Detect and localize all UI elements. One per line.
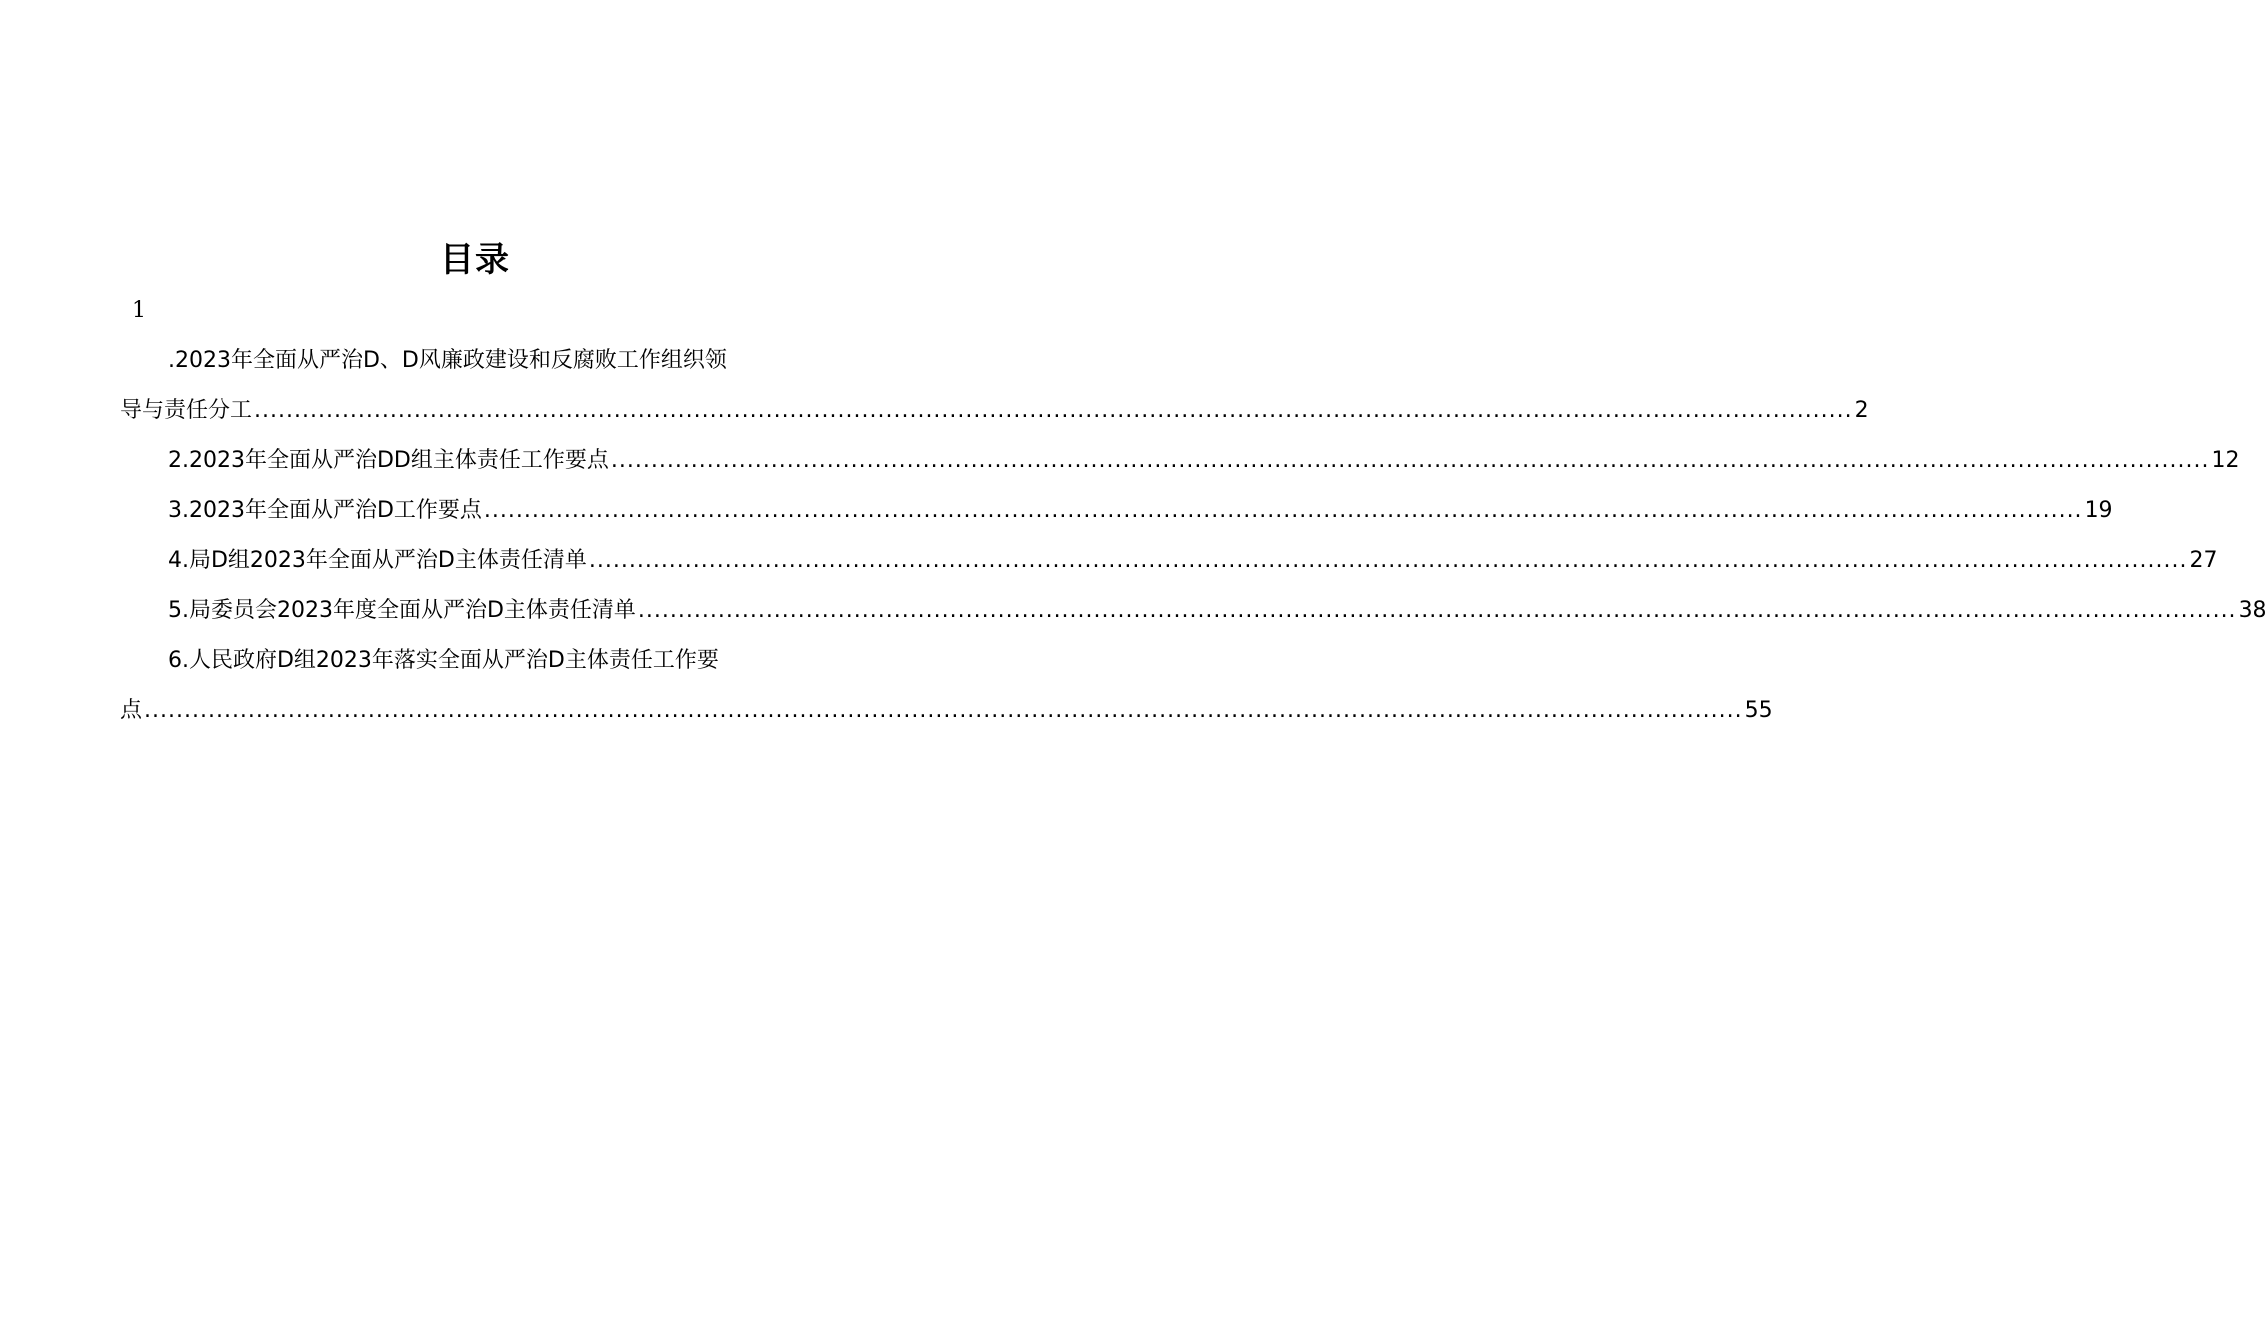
stray-number: 1 [132,298,146,323]
page-title: 目录 [440,240,510,280]
toc-entry-5-page: 38 [2238,598,2267,623]
toc-leader-dots: ........................................................................................................................................................................................................ [637,598,2237,623]
toc-entry-4[interactable] [168,546,2218,576]
toc-entry-1-line-1[interactable] [168,346,727,376]
toc-entry-6-page: 55 [1744,698,1773,723]
toc-entry-4-text: 4.局D组2023年全面从严治D主体责任清单 [168,548,587,573]
toc-entry-4-page: 27 [2189,548,2218,573]
toc-entry-5-text: 5.局委员会2023年度全面从严治D主体责任清单 [168,598,636,623]
toc-entry-1-page: 2 [1854,398,1869,423]
toc-entry-6-line-1[interactable] [168,646,719,676]
toc-entry-5[interactable] [168,596,2267,626]
toc-leader-dots: ........................................................................................................................................................................................................ [144,698,1743,723]
toc-entry-3-text: 3.2023年全面从严治D工作要点 [168,498,482,523]
toc-entry-2-page: 12 [2211,448,2240,473]
toc-leader-dots: ........................................................................................................................................................................................................ [588,548,2188,573]
toc-leader-dots: ........................................................................................................................................................................................................ [483,498,2083,523]
toc-entry-6-text-part-2: 点 [120,698,143,723]
toc-leader-dots: ........................................................................................................................................................................................................ [254,398,1853,423]
toc-leader-dots: ........................................................................................................................................................................................................ [610,448,2210,473]
toc-entry-6-text-part-1: 6.人民政府D组2023年落实全面从严治D主体责任工作要 [168,648,719,673]
toc-entry-3-page: 19 [2084,498,2113,523]
toc-entry-2-text: 2.2023年全面从严治DD组主体责任工作要点 [168,448,609,473]
toc-entry-1-text-part-2: 导与责任分工 [120,398,253,423]
toc-entry-1-text-part-1: .2023年全面从严治D、D风廉政建设和反腐败工作组织领 [168,348,727,373]
toc-entry-1-line-2[interactable] [120,396,1869,426]
toc-entry-3[interactable] [168,496,2113,526]
toc-entry-6-line-2[interactable] [120,696,1773,726]
toc-entry-2[interactable] [168,446,2240,476]
